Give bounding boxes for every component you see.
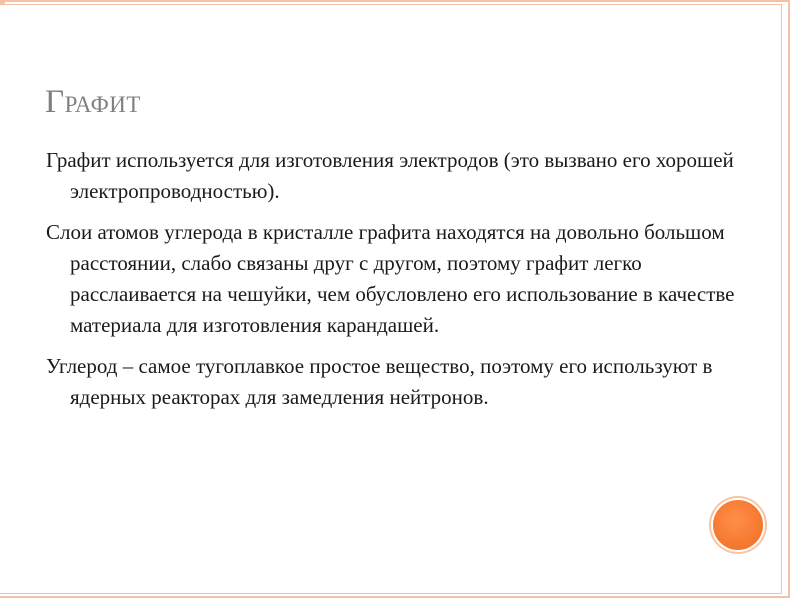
slide-title: Графит (45, 84, 141, 120)
slide-border-corner (0, 0, 5, 4)
orange-circle-decoration (713, 500, 763, 550)
paragraph-electrodes: Графит используется для изготовления электродов (это вызвано его хорошей электропроводностью). (46, 148, 734, 203)
paragraph-layers: Слои атомов углерода в кристалле графита находятся на довольно большом расстоянии, слабо связаны друг с другом, поэтому графит легко расслаивается на чешуйки, чем обусловлено его использование в качестве материала для изготовления карандашей. (46, 220, 735, 337)
slide-body (46, 145, 746, 413)
paragraph-reactors: Углерод – самое тугоплавкое простое вещество, поэтому его используют в ядерных реакторах для замедления нейтронов. (46, 354, 713, 409)
